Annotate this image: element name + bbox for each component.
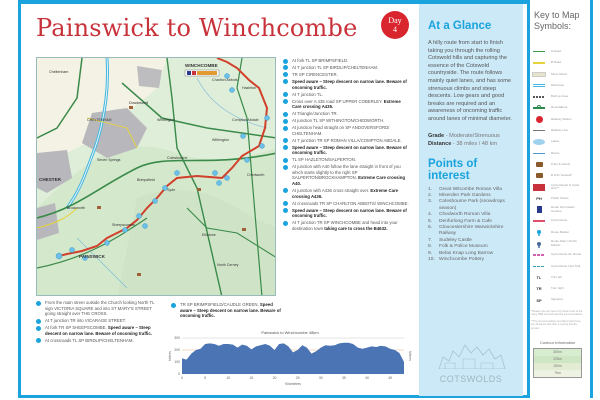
- key-symbol-icon: [531, 240, 547, 248]
- poi-label: Winchcombe Pottery: [439, 257, 485, 262]
- step-text: At crossroads TR SP CHARLTON ABBOTS/ WINCHCOMBE.: [292, 200, 409, 206]
- svg-text:200: 200: [174, 348, 180, 353]
- step-text: At junction with A40 follow the lane straight in front of you which starts slightly to the right SP SALPERTON/BROCKHAMPTON.: [292, 164, 401, 181]
- step-marker-icon: [283, 126, 288, 131]
- key-symbol-icon: [531, 206, 547, 214]
- map-place-label: Hazleton: [242, 86, 257, 90]
- step-text: At T junction TR SP ROMAN VILLA/COMPTON ABDALE.: [292, 137, 402, 143]
- direction-step: [283, 99, 411, 110]
- key-label: Cycle Route Link Trail: [551, 263, 581, 268]
- step-text: TL SP HAZLETON/SALPERTON.: [292, 157, 356, 163]
- elevation-area: [182, 343, 404, 374]
- svg-text:0: 0: [178, 372, 180, 377]
- step-marker-icon: [283, 188, 288, 193]
- key-label: Railway Station: [551, 116, 572, 121]
- key-row: [531, 148, 584, 159]
- poi-label: Denfurlong Farm & Cafe: [439, 218, 493, 224]
- svg-text:30: 30: [318, 376, 323, 380]
- key-label: Turn left: [551, 274, 562, 279]
- key-label: Route Marker: [551, 229, 570, 234]
- at-a-glance-panel: [419, 4, 523, 396]
- key-symbol-icon: [531, 251, 547, 259]
- step-warning: Speed aware – Steep descent on narrow lane. Beware of oncoming traffic.: [292, 144, 407, 156]
- key-row: [531, 249, 584, 260]
- key-symbol-icon: SP: [536, 297, 542, 303]
- key-label: Route Start / Finish Marker: [551, 239, 577, 247]
- contour-band: 300m: [534, 349, 581, 356]
- direction-step: [283, 145, 411, 156]
- poi-number: 2.: [428, 192, 433, 198]
- map-key: [527, 4, 588, 396]
- step-marker-icon: [36, 319, 41, 324]
- svg-text:100: 100: [174, 360, 180, 365]
- svg-text:40: 40: [365, 376, 369, 380]
- key-label: Built up Area: [551, 94, 569, 99]
- key-symbol-icon: [531, 104, 547, 112]
- page-title: Painswick to Winchcombe: [36, 14, 358, 42]
- svg-text:5: 5: [204, 376, 207, 380]
- step-text: At junction head straight on SP ANDOVERSFORD/ CHELTENHAM.: [292, 125, 390, 136]
- key-label: Signpost: [551, 297, 563, 302]
- step-marker-icon: [36, 338, 41, 343]
- key-symbol-icon: [531, 59, 547, 67]
- direction-step: [283, 220, 411, 231]
- step-marker-icon: [36, 301, 41, 306]
- grade-line: Grade - Moderate/Strenuous Distance - 38 miles / 48 km: [428, 132, 500, 147]
- key-label: Cycle Route Alt. Route: [551, 252, 582, 257]
- key-symbol-icon: [531, 70, 547, 78]
- day-badge: [381, 11, 409, 39]
- contour-title: Contour Information: [539, 339, 576, 345]
- step-text: At T junction TR into VICARAGE STREET.: [45, 318, 126, 324]
- elevation-profile-chart: [168, 330, 412, 390]
- key-title: Key to Map Symbols:: [534, 10, 580, 31]
- step-marker-icon: [283, 79, 288, 84]
- key-row: [531, 102, 584, 113]
- key-symbol-icon: TR: [536, 286, 542, 292]
- key-label: A Road: [551, 48, 561, 53]
- key-label: Turn right: [551, 286, 564, 291]
- poi-label: Folk & Police Museum: [439, 244, 488, 250]
- poi-label: Gloucestershire Warwickshire Railway: [439, 224, 504, 237]
- route-description: A hilly route from start to finish taking you through the rolling Cotswold hills and capturing the essence of the Cotswold countryside. The route follows mainly quiet lanes, and has some strenuous climbs and steep descents. Low gears and good breaks are required and an awareness of oncoming traffic around lanes of minimal diameter.: [428, 40, 512, 122]
- key-row: [531, 283, 584, 294]
- poi-item: [428, 257, 514, 263]
- step-marker-icon: [283, 158, 288, 163]
- key-symbol-icon: [531, 183, 547, 191]
- direction-step: [283, 111, 411, 117]
- svg-text:15: 15: [249, 376, 254, 380]
- step-warning: taking care to cross the B4632.: [324, 225, 388, 231]
- direction-step: [36, 325, 156, 336]
- key-symbol-icon: PH: [536, 196, 542, 201]
- poi-number: 4.: [428, 212, 433, 218]
- direction-step: [283, 58, 411, 64]
- contour-band: 150m: [534, 363, 581, 370]
- step-warning: Extreme Care crossing A40.: [292, 175, 405, 186]
- key-row: [531, 238, 584, 249]
- step-marker-icon: [283, 119, 288, 124]
- poi-label: Miserden Park Gardens: [439, 192, 491, 198]
- step-text: At T junction TL.: [292, 91, 324, 97]
- map-place-label: Colesbourne: [167, 156, 188, 160]
- map-graphic: [37, 58, 276, 296]
- step-marker-icon: [283, 112, 288, 117]
- key-row: [531, 57, 584, 68]
- key-label: Public Toilets: [551, 195, 569, 200]
- direction-step: [36, 300, 156, 317]
- key-label: Rivers: [551, 150, 560, 155]
- direction-step: [283, 201, 411, 207]
- direction-step: [283, 72, 411, 78]
- right-border: [590, 0, 593, 398]
- glance-heading: At a Glance: [428, 20, 492, 32]
- logo-text: COTSWOLDS: [439, 374, 503, 384]
- step-text: At Triangle/Junction TR.: [292, 111, 338, 117]
- key-row: [531, 80, 584, 91]
- key-row: [531, 272, 584, 283]
- poi-label: Great Witcombe Roman Villa: [439, 186, 502, 192]
- step-warning: Speed aware – Steep descent on narrow lane. Beware of oncoming traffic.: [45, 325, 152, 336]
- step-text: At junction with A436 cross straight over.: [292, 187, 371, 193]
- map-place-label: Brimpsfield: [137, 178, 155, 182]
- step-text: At fork TL SP BRIMPSFIELD.: [292, 58, 349, 63]
- map-place-label: Chedworth: [247, 173, 265, 177]
- step-text: At T junction TR SP WINCHCOMBE and head into your destination town: [292, 220, 398, 231]
- key-row: [531, 182, 584, 193]
- step-marker-icon: [283, 138, 288, 143]
- svg-text:0: 0: [181, 376, 183, 380]
- direction-step: [36, 318, 156, 324]
- key-note-1: *Please note we have only listed a few of the many B&B and self-catering accommodation.: [531, 309, 583, 317]
- key-symbol-icon: [531, 93, 547, 101]
- step-warning: Speed aware – Steep descent on narrow lane. Beware of oncoming traffic.: [180, 302, 281, 319]
- poi-number: 5.: [428, 218, 433, 224]
- key-row: [531, 91, 584, 102]
- svg-text:10: 10: [226, 376, 231, 380]
- step-marker-icon: [283, 145, 288, 150]
- key-row: [531, 295, 584, 306]
- svg-text:Metres: Metres: [408, 351, 412, 361]
- svg-text:45: 45: [388, 376, 393, 380]
- poi-item: [428, 225, 514, 238]
- key-symbol-icon: TL: [536, 275, 542, 281]
- poi-number: 3.: [428, 199, 433, 205]
- step-text: TR SP CIRENCESTER.: [292, 71, 338, 77]
- step-text: At crossroads TL SP BIRDLIP/CHELTENHAM.: [45, 337, 134, 343]
- key-symbol-icon: [531, 172, 547, 180]
- key-row: [531, 159, 584, 170]
- key-label: B Road: [551, 60, 562, 65]
- step-warning: Extreme Care crossing A435.: [292, 98, 401, 110]
- direction-step: [36, 338, 156, 344]
- key-symbol-icon: [531, 138, 547, 146]
- grade-label: Grade: [428, 132, 445, 139]
- key-symbol-icon: [531, 228, 547, 236]
- step-text: At T junction TL SP BIRDLIP/CHELTENHAM.: [292, 64, 379, 70]
- key-symbol-icon: [531, 48, 547, 56]
- key-label: Minor Road: [551, 71, 567, 76]
- key-label: Roundabout: [551, 105, 568, 110]
- step-warning: Speed aware – Steep descent on narrow lane. Beware of oncoming traffic.: [292, 78, 407, 90]
- step-marker-icon: [283, 72, 288, 77]
- map-place-label: CHELTENHAM: [87, 118, 112, 122]
- route-map[interactable]: [36, 57, 276, 296]
- key-label: B & B / Hostels*: [551, 173, 573, 178]
- map-place-label: Whittington: [157, 118, 175, 122]
- poi-label: Colesbourne Park (snowdrops season): [439, 199, 505, 211]
- map-place-label: Elkstone: [202, 233, 216, 237]
- key-label: Route Information Centres: [551, 205, 575, 213]
- key-symbol-icon: [531, 82, 547, 90]
- cotswolds-logo: [435, 339, 507, 384]
- key-label: Pubs & Hotels: [551, 161, 571, 166]
- poi-number: 9.: [428, 250, 433, 256]
- poi-label: Chedworth Roman Villa: [439, 212, 491, 218]
- day-number: 4: [393, 25, 397, 34]
- map-place-label: Withington: [212, 138, 229, 142]
- svg-text:25: 25: [295, 376, 300, 380]
- directions-list-start: [36, 300, 156, 345]
- step-marker-icon: [283, 221, 288, 226]
- step-marker-icon: [283, 92, 288, 97]
- direction-step: [283, 157, 411, 163]
- map-place-label: Syde: [167, 188, 176, 192]
- poi-number: 10.: [428, 257, 435, 262]
- step-warning: Speed aware – Steep descent on narrow lane. Beware of oncoming traffic.: [292, 207, 407, 219]
- direction-step: [283, 125, 411, 136]
- step-text: TR SP BRIMPSFIELD/CAUDLE GREEN.: [180, 302, 260, 307]
- direction-step: [283, 118, 411, 124]
- poi-list: [428, 187, 514, 264]
- key-row: [531, 125, 584, 136]
- map-place-label: North Cerney: [217, 263, 239, 267]
- key-label: Cycle Route: [551, 218, 568, 223]
- contour-legend: [533, 348, 582, 378]
- poi-label: Sudeley Castle: [439, 237, 472, 243]
- map-place-label: Sheepscombe: [112, 223, 135, 227]
- poi-item: [428, 199, 514, 212]
- key-symbol-icon: [531, 217, 547, 225]
- map-place-label: Dowdeswell: [129, 101, 149, 105]
- key-symbol-icon: [531, 161, 547, 169]
- direction-step: [283, 188, 411, 199]
- key-row: [531, 261, 584, 272]
- key-row: [531, 114, 584, 125]
- day-label: Day: [388, 16, 402, 25]
- step-marker-icon: [171, 303, 176, 308]
- svg-text:Metres: Metres: [168, 351, 172, 361]
- key-row: [531, 227, 584, 238]
- step-text: At junction TL SP WITHINGTON/CHEDWORTH.: [292, 118, 385, 124]
- map-place-label: Seven Springs: [97, 158, 121, 162]
- svg-text:Kilometres: Kilometres: [284, 382, 302, 386]
- step-marker-icon: [283, 165, 288, 170]
- contour-band: 75m: [534, 370, 581, 377]
- step-marker-icon: [283, 99, 288, 104]
- grade-value: Moderate/Strenuous: [449, 132, 500, 139]
- step-text: Cross over A 435 road SP UPPER COBERLEY.: [292, 98, 384, 104]
- map-place-label: Brockworth: [67, 206, 85, 210]
- key-symbol-icon: [531, 127, 547, 135]
- key-label: Lakes: [551, 139, 560, 144]
- map-place-label: PAINSWICK: [79, 254, 105, 259]
- step-marker-icon: [283, 65, 288, 70]
- map-place-label: CHESTER: [39, 177, 61, 182]
- key-row: [531, 215, 584, 226]
- direction-step: [283, 208, 411, 219]
- direction-step: [283, 92, 411, 98]
- poi-number: 1.: [428, 186, 433, 192]
- key-row: [531, 170, 584, 181]
- key-row: [531, 204, 584, 215]
- directions-list-right: [283, 58, 411, 233]
- step-marker-icon: [283, 208, 288, 213]
- svg-text:300: 300: [174, 336, 180, 341]
- key-row: [531, 69, 584, 80]
- direction-step: [171, 302, 286, 319]
- key-row: [531, 46, 584, 57]
- step-text: From the main street outside the Church looking North TL sign VICTORIA SQUARE and into ST MARY'S STREET going straight over THE CROSS.: [45, 300, 155, 317]
- elevation-plot: [168, 336, 412, 390]
- step-marker-icon: [36, 326, 41, 331]
- key-row: [531, 136, 584, 147]
- svg-text:35: 35: [341, 376, 346, 380]
- direction-step: [283, 138, 411, 144]
- direction-step: [283, 79, 411, 90]
- map-place-label: Charlton Abbots: [212, 78, 238, 82]
- distance-value: 38 miles / 48 km: [456, 140, 498, 147]
- distance-label: Distance: [428, 140, 452, 147]
- key-symbol-icon: [531, 262, 547, 270]
- poi-number: 7.: [428, 237, 433, 243]
- key-note-2: **The accommodation providers listed here are all places that offer a cycling friendly service.: [531, 320, 581, 330]
- map-place-label: WINCHCOMBE: [185, 63, 218, 68]
- poi-heading: Points of interest: [428, 157, 478, 182]
- poi-number: 8.: [428, 244, 433, 250]
- step-marker-icon: [283, 59, 288, 64]
- village-skyline-icon: [435, 339, 507, 369]
- key-label: Cycle Repair & Cycle Hire**: [551, 182, 580, 191]
- step-marker-icon: [283, 201, 288, 206]
- contour-band: 225m: [534, 356, 581, 363]
- step-text: At fork TR SP SHEEPSCOMBE.: [45, 325, 108, 331]
- key-label: Motorway: [551, 82, 565, 87]
- poi-label: Belas Knap Long Barrow: [439, 250, 494, 256]
- directions-list-middle: [171, 302, 286, 320]
- map-place-label: Compton Abdale: [232, 118, 259, 122]
- chart-title: Painswick to Winchcombe 48km: [261, 330, 319, 335]
- direction-step: [283, 65, 411, 71]
- poi-number: 6.: [428, 224, 433, 230]
- key-label: Railway Line: [551, 128, 569, 133]
- map-place-label: Cheltenham: [49, 70, 69, 74]
- key-symbol-icon: [531, 149, 547, 157]
- step-warning: Extreme Care crossing A436.: [292, 187, 399, 199]
- key-symbol-icon: [531, 115, 547, 123]
- svg-text:20: 20: [272, 376, 277, 380]
- direction-step: [283, 164, 411, 186]
- key-row: [531, 193, 584, 204]
- key-symbol-list: [531, 46, 584, 306]
